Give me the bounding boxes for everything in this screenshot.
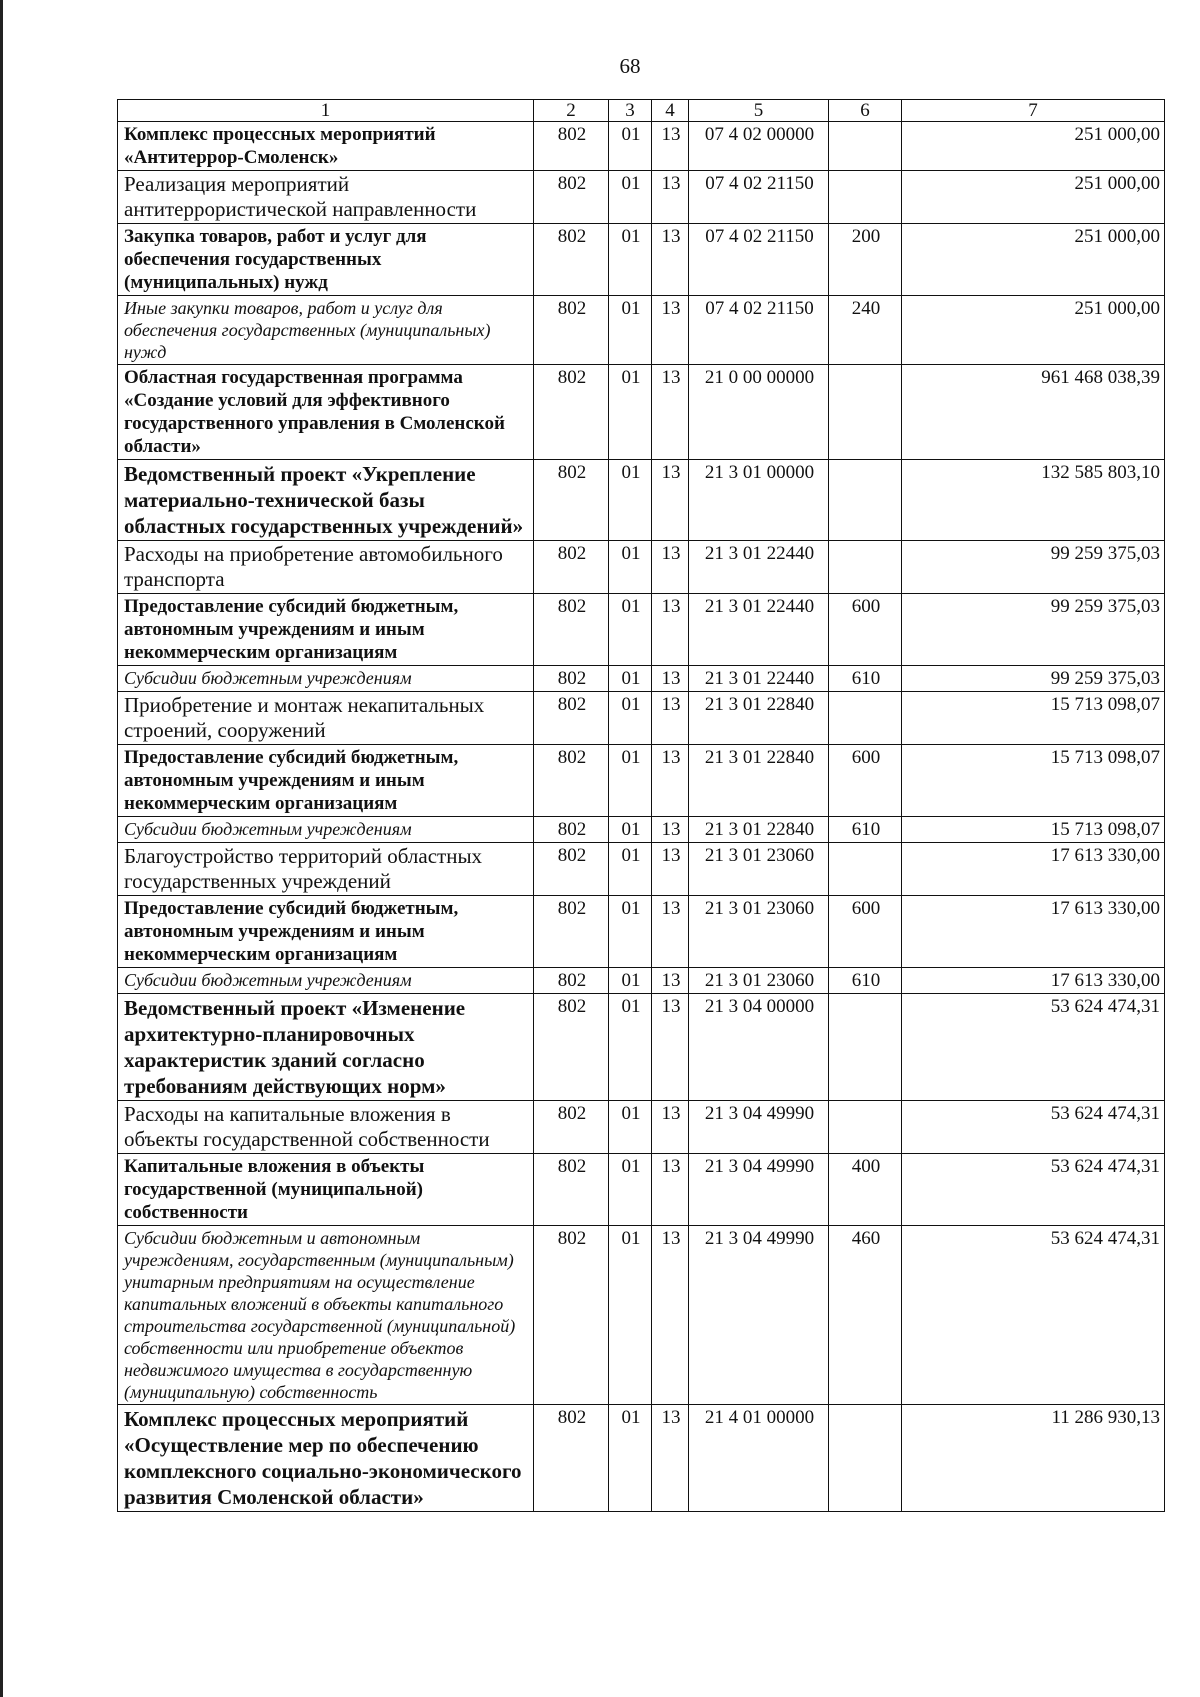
budget-table	[117, 99, 1165, 1512]
grbs-code-cell: 802	[534, 594, 609, 666]
subsection-code-cell: 13	[652, 594, 689, 666]
expense-type-cell	[829, 843, 902, 896]
expense-type-cell: 600	[829, 594, 902, 666]
amount-cell: 53 624 474,31	[902, 1226, 1165, 1405]
grbs-code-cell: 802	[534, 817, 609, 843]
section-code-cell: 01	[609, 224, 652, 296]
target-article-cell: 21 3 01 22440	[689, 594, 829, 666]
amount-cell: 15 713 098,07	[902, 692, 1165, 745]
amount-cell: 17 613 330,00	[902, 968, 1165, 994]
amount-cell: 251 000,00	[902, 171, 1165, 224]
table-row	[118, 296, 1165, 365]
item-name-cell: Субсидии бюджетным и автономным учреждениям, государственным (муниципальным) унитарным предприятиям на осуществление капитальных вложений в объекты капитального строительства государственной (муниципальной) собственности или приобретение объектов недвижимого имущества в государственную (муниципальную) собственность	[118, 1226, 534, 1405]
expense-type-cell	[829, 1101, 902, 1154]
amount-cell: 15 713 098,07	[902, 745, 1165, 817]
expense-type-cell	[829, 692, 902, 745]
target-article-cell: 21 3 01 22840	[689, 692, 829, 745]
section-code-cell: 01	[609, 843, 652, 896]
section-code-cell: 01	[609, 994, 652, 1101]
grbs-code-cell: 802	[534, 460, 609, 541]
target-article-cell: 21 3 01 22840	[689, 745, 829, 817]
target-article-cell: 21 4 01 00000	[689, 1405, 829, 1512]
header-cell: 6	[829, 100, 902, 122]
item-name-cell: Предоставление субсидий бюджетным, автономным учреждениям и иным некоммерческим организациям	[118, 896, 534, 968]
amount-cell: 99 259 375,03	[902, 541, 1165, 594]
subsection-code-cell: 13	[652, 224, 689, 296]
grbs-code-cell: 802	[534, 968, 609, 994]
item-name-cell: Расходы на приобретение автомобильного транспорта	[118, 541, 534, 594]
expense-type-cell: 600	[829, 896, 902, 968]
table-row	[118, 171, 1165, 224]
item-name-cell: Приобретение и монтаж некапитальных строений, сооружений	[118, 692, 534, 745]
subsection-code-cell: 13	[652, 460, 689, 541]
table-row	[118, 896, 1165, 968]
section-code-cell: 01	[609, 968, 652, 994]
subsection-code-cell: 13	[652, 296, 689, 365]
table-row	[118, 968, 1165, 994]
target-article-cell: 21 3 01 23060	[689, 896, 829, 968]
target-article-cell: 21 3 01 23060	[689, 968, 829, 994]
subsection-code-cell: 13	[652, 692, 689, 745]
grbs-code-cell: 802	[534, 171, 609, 224]
section-code-cell: 01	[609, 666, 652, 692]
page-edge-line	[0, 0, 3, 1697]
item-name-cell: Ведомственный проект «Укрепление материально-технической базы областных государственных учреждений»	[118, 460, 534, 541]
expense-type-cell: 610	[829, 666, 902, 692]
subsection-code-cell: 13	[652, 1101, 689, 1154]
header-row	[118, 100, 1165, 122]
header-cell: 3	[609, 100, 652, 122]
item-name-cell: Предоставление субсидий бюджетным, автономным учреждениям и иным некоммерческим организациям	[118, 745, 534, 817]
table-row	[118, 1154, 1165, 1226]
item-name-cell: Расходы на капитальные вложения в объекты государственной собственности	[118, 1101, 534, 1154]
header-cell: 7	[902, 100, 1165, 122]
grbs-code-cell: 802	[534, 1101, 609, 1154]
target-article-cell: 07 4 02 21150	[689, 296, 829, 365]
grbs-code-cell: 802	[534, 122, 609, 171]
amount-cell: 99 259 375,03	[902, 594, 1165, 666]
section-code-cell: 01	[609, 1101, 652, 1154]
item-name-cell: Комплекс процессных мероприятий «Осуществление мер по обеспечению комплексного социально-экономического развития Смоленской области»	[118, 1405, 534, 1512]
grbs-code-cell: 802	[534, 224, 609, 296]
amount-cell: 15 713 098,07	[902, 817, 1165, 843]
expense-type-cell: 610	[829, 817, 902, 843]
amount-cell: 99 259 375,03	[902, 666, 1165, 692]
table-row	[118, 1226, 1165, 1405]
section-code-cell: 01	[609, 296, 652, 365]
grbs-code-cell: 802	[534, 541, 609, 594]
expense-type-cell: 200	[829, 224, 902, 296]
table-row	[118, 666, 1165, 692]
section-code-cell: 01	[609, 594, 652, 666]
grbs-code-cell: 802	[534, 365, 609, 460]
expense-type-cell: 240	[829, 296, 902, 365]
grbs-code-cell: 802	[534, 296, 609, 365]
item-name-cell: Предоставление субсидий бюджетным, автономным учреждениям и иным некоммерческим организациям	[118, 594, 534, 666]
item-name-cell: Закупка товаров, работ и услуг для обеспечения государственных (муниципальных) нужд	[118, 224, 534, 296]
section-code-cell: 01	[609, 817, 652, 843]
expense-type-cell	[829, 1405, 902, 1512]
target-article-cell: 21 3 01 23060	[689, 843, 829, 896]
expense-type-cell: 400	[829, 1154, 902, 1226]
grbs-code-cell: 802	[534, 666, 609, 692]
header-cell: 2	[534, 100, 609, 122]
amount-cell: 132 585 803,10	[902, 460, 1165, 541]
table-row	[118, 692, 1165, 745]
grbs-code-cell: 802	[534, 843, 609, 896]
table-row	[118, 1101, 1165, 1154]
expense-type-cell	[829, 541, 902, 594]
item-name-cell: Субсидии бюджетным учреждениям	[118, 817, 534, 843]
expense-type-cell: 610	[829, 968, 902, 994]
item-name-cell: Реализация мероприятий антитеррористической направленности	[118, 171, 534, 224]
table-row	[118, 365, 1165, 460]
amount-cell: 53 624 474,31	[902, 994, 1165, 1101]
target-article-cell: 07 4 02 21150	[689, 224, 829, 296]
subsection-code-cell: 13	[652, 666, 689, 692]
item-name-cell: Субсидии бюджетным учреждениям	[118, 666, 534, 692]
target-article-cell: 21 3 04 49990	[689, 1101, 829, 1154]
grbs-code-cell: 802	[534, 994, 609, 1101]
target-article-cell: 21 3 01 22840	[689, 817, 829, 843]
table-row	[118, 460, 1165, 541]
amount-cell: 17 613 330,00	[902, 843, 1165, 896]
amount-cell: 11 286 930,13	[902, 1405, 1165, 1512]
item-name-cell: Благоустройство территорий областных государственных учреждений	[118, 843, 534, 896]
amount-cell: 251 000,00	[902, 122, 1165, 171]
table-row	[118, 817, 1165, 843]
subsection-code-cell: 13	[652, 122, 689, 171]
subsection-code-cell: 13	[652, 1154, 689, 1226]
grbs-code-cell: 802	[534, 692, 609, 745]
table-row	[118, 843, 1165, 896]
section-code-cell: 01	[609, 1154, 652, 1226]
section-code-cell: 01	[609, 1405, 652, 1512]
amount-cell: 17 613 330,00	[902, 896, 1165, 968]
subsection-code-cell: 13	[652, 843, 689, 896]
grbs-code-cell: 802	[534, 1226, 609, 1405]
expense-type-cell	[829, 171, 902, 224]
item-name-cell: Ведомственный проект «Изменение архитектурно-планировочных характеристик зданий согласно требованиям действующих норм»	[118, 994, 534, 1101]
grbs-code-cell: 802	[534, 745, 609, 817]
grbs-code-cell: 802	[534, 1154, 609, 1226]
grbs-code-cell: 802	[534, 896, 609, 968]
amount-cell: 961 468 038,39	[902, 365, 1165, 460]
table-body	[118, 100, 1165, 1512]
item-name-cell: Областная государственная программа «Создание условий для эффективного государственного управления в Смоленской области»	[118, 365, 534, 460]
table-row	[118, 541, 1165, 594]
grbs-code-cell: 802	[534, 1405, 609, 1512]
target-article-cell: 21 3 04 49990	[689, 1154, 829, 1226]
amount-cell: 53 624 474,31	[902, 1154, 1165, 1226]
header-cell: 4	[652, 100, 689, 122]
target-article-cell: 21 0 00 00000	[689, 365, 829, 460]
subsection-code-cell: 13	[652, 968, 689, 994]
target-article-cell: 07 4 02 00000	[689, 122, 829, 171]
expense-type-cell	[829, 994, 902, 1101]
subsection-code-cell: 13	[652, 994, 689, 1101]
target-article-cell: 21 3 01 00000	[689, 460, 829, 541]
section-code-cell: 01	[609, 896, 652, 968]
subsection-code-cell: 13	[652, 365, 689, 460]
section-code-cell: 01	[609, 460, 652, 541]
target-article-cell: 21 3 01 22440	[689, 541, 829, 594]
subsection-code-cell: 13	[652, 817, 689, 843]
amount-cell: 251 000,00	[902, 296, 1165, 365]
target-article-cell: 07 4 02 21150	[689, 171, 829, 224]
table-row	[118, 1405, 1165, 1512]
section-code-cell: 01	[609, 365, 652, 460]
item-name-cell: Иные закупки товаров, работ и услуг для обеспечения государственных (муниципальных) нужд	[118, 296, 534, 365]
amount-cell: 53 624 474,31	[902, 1101, 1165, 1154]
subsection-code-cell: 13	[652, 745, 689, 817]
section-code-cell: 01	[609, 541, 652, 594]
expense-type-cell: 600	[829, 745, 902, 817]
table-row	[118, 224, 1165, 296]
header-cell: 5	[689, 100, 829, 122]
section-code-cell: 01	[609, 692, 652, 745]
expense-type-cell	[829, 122, 902, 171]
section-code-cell: 01	[609, 1226, 652, 1405]
expense-type-cell	[829, 365, 902, 460]
target-article-cell: 21 3 01 22440	[689, 666, 829, 692]
section-code-cell: 01	[609, 122, 652, 171]
section-code-cell: 01	[609, 171, 652, 224]
subsection-code-cell: 13	[652, 1405, 689, 1512]
item-name-cell: Капитальные вложения в объекты государственной (муниципальной) собственности	[118, 1154, 534, 1226]
table-row	[118, 745, 1165, 817]
subsection-code-cell: 13	[652, 541, 689, 594]
table-row	[118, 122, 1165, 171]
subsection-code-cell: 13	[652, 171, 689, 224]
target-article-cell: 21 3 04 00000	[689, 994, 829, 1101]
header-cell: 1	[118, 100, 534, 122]
section-code-cell: 01	[609, 745, 652, 817]
amount-cell: 251 000,00	[902, 224, 1165, 296]
item-name-cell: Комплекс процессных мероприятий «Антитеррор-Смоленск»	[118, 122, 534, 171]
page-number: 68	[619, 54, 641, 78]
table-row	[118, 594, 1165, 666]
subsection-code-cell: 13	[652, 896, 689, 968]
table-row	[118, 994, 1165, 1101]
item-name-cell: Субсидии бюджетным учреждениям	[118, 968, 534, 994]
subsection-code-cell: 13	[652, 1226, 689, 1405]
expense-type-cell: 460	[829, 1226, 902, 1405]
target-article-cell: 21 3 04 49990	[689, 1226, 829, 1405]
expense-type-cell	[829, 460, 902, 541]
